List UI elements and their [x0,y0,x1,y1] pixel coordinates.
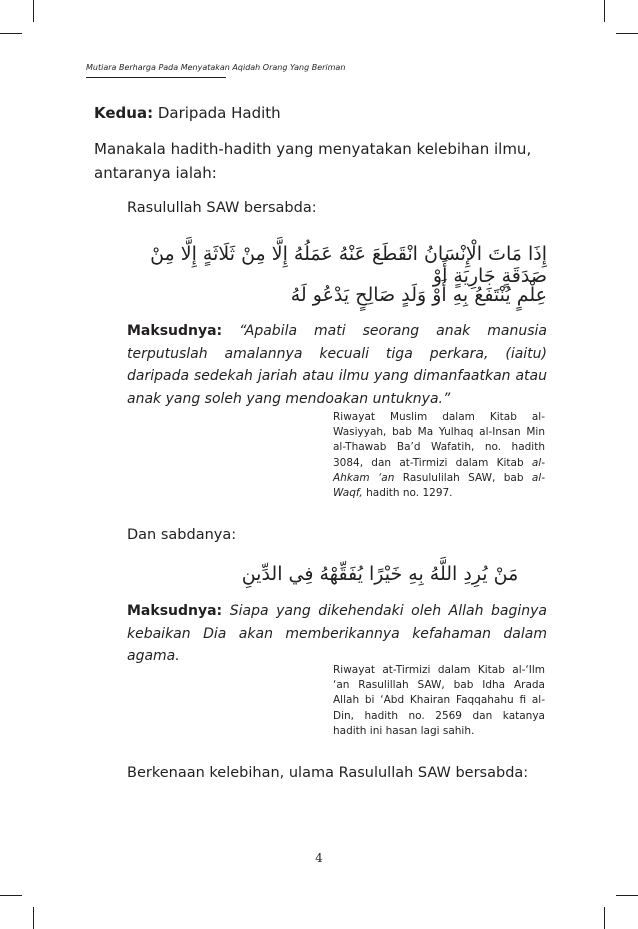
meaning-text: Siapa yang dikehendaki oleh Allah baginya kebaikan Dia akan memberikannya kefahaman dalam agama. [127,603,547,664]
meaning-text: “Apabila mati seorang anak manusia terputuslah amalannya kecuali tiga perkara, (iaitu) daripada sedekah jariah atau ilmu yang dimanfaatkan atau anak yang soleh yang mendoakan untuknya.” [127,323,548,407]
crop-mark [33,907,34,929]
hadith1-meaning [127,320,547,410]
riwayat-text: Rasululilah SAW, bab [394,471,532,484]
meaning-label: Maksudnya: [127,323,223,339]
hadith2-meaning [127,600,547,668]
riwayat-italic: al-Ahkam ‘an [333,456,545,484]
riwayat-text: hadith no. 1297. [362,487,453,500]
riwayat-text: Riwayat Muslim dalam Kitab al-Wasiyyah, bab Ma Yulhaq al-Insan Min al-Thawab Ba’d Wafatih, no. hadith 3084, dan at-Tirmizi dalam Kitab [333,411,545,469]
hadith2-lead: Dan sabdanya: [127,527,237,543]
crop-mark [33,0,34,22]
crop-mark [616,895,638,896]
hadith1-arabic-line1: إِذَا مَاتَ الْإِنْسَانُ انْقَطَعَ عَنْهُ عَمَلُهُ إِلَّا مِنْ ثَلَاثَةٍ إِلَّا مِنْ صَدَقَةٍ جَارِيَةٍ أَوْ [150,243,547,287]
section-heading [94,104,281,122]
riwayat-italic: al-Waqf, [333,471,545,500]
section-heading-text: Daripada Hadith [157,104,281,122]
crop-mark [0,895,22,896]
section-heading-label: Kedua: [94,104,154,122]
closing-lead: Berkenaan kelebihan, ulama Rasulullah SAW bersabda: [127,765,529,781]
crop-mark [0,33,22,34]
page-number: 4 [315,851,323,865]
crop-mark [616,33,638,34]
meaning-label: Maksudnya: [127,603,223,619]
running-header: Mutiara Berharga Pada Menyatakan Aqidah Orang Yang Beriman [86,63,346,72]
hadith1-arabic-line2: عِلْمٍ يُنْتَفَعُ بِهِ أَوْ وَلَدٍ صَالِحٍ يَدْعُو لَهُ [290,284,547,306]
crop-mark [604,0,605,22]
hadith2-riwayat: Riwayat at-Tirmizi dalam Kitab al-‘Ilm ‘an Rasulillah SAW, bab Idha Arada Allah bi ‘Abd Khairan Faqqahahu fi al-Din, hadith no. 2569 dan katanya hadith ini hasan lagi sahih. [333,664,545,737]
header-rule [86,77,226,78]
hadith1-riwayat [333,410,545,501]
hadith2-arabic: مَنْ يُرِدِ اللَّهُ بِهِ خَيْرًا يُفَقِّهْهُ فِي الدِّينِ [241,563,519,585]
intro-paragraph: Manakala hadith-hadith yang menyatakan kelebihan ilmu, antaranya ialah: [94,140,532,182]
crop-mark [604,907,605,929]
hadith1-lead: Rasulullah SAW bersabda: [127,200,317,216]
